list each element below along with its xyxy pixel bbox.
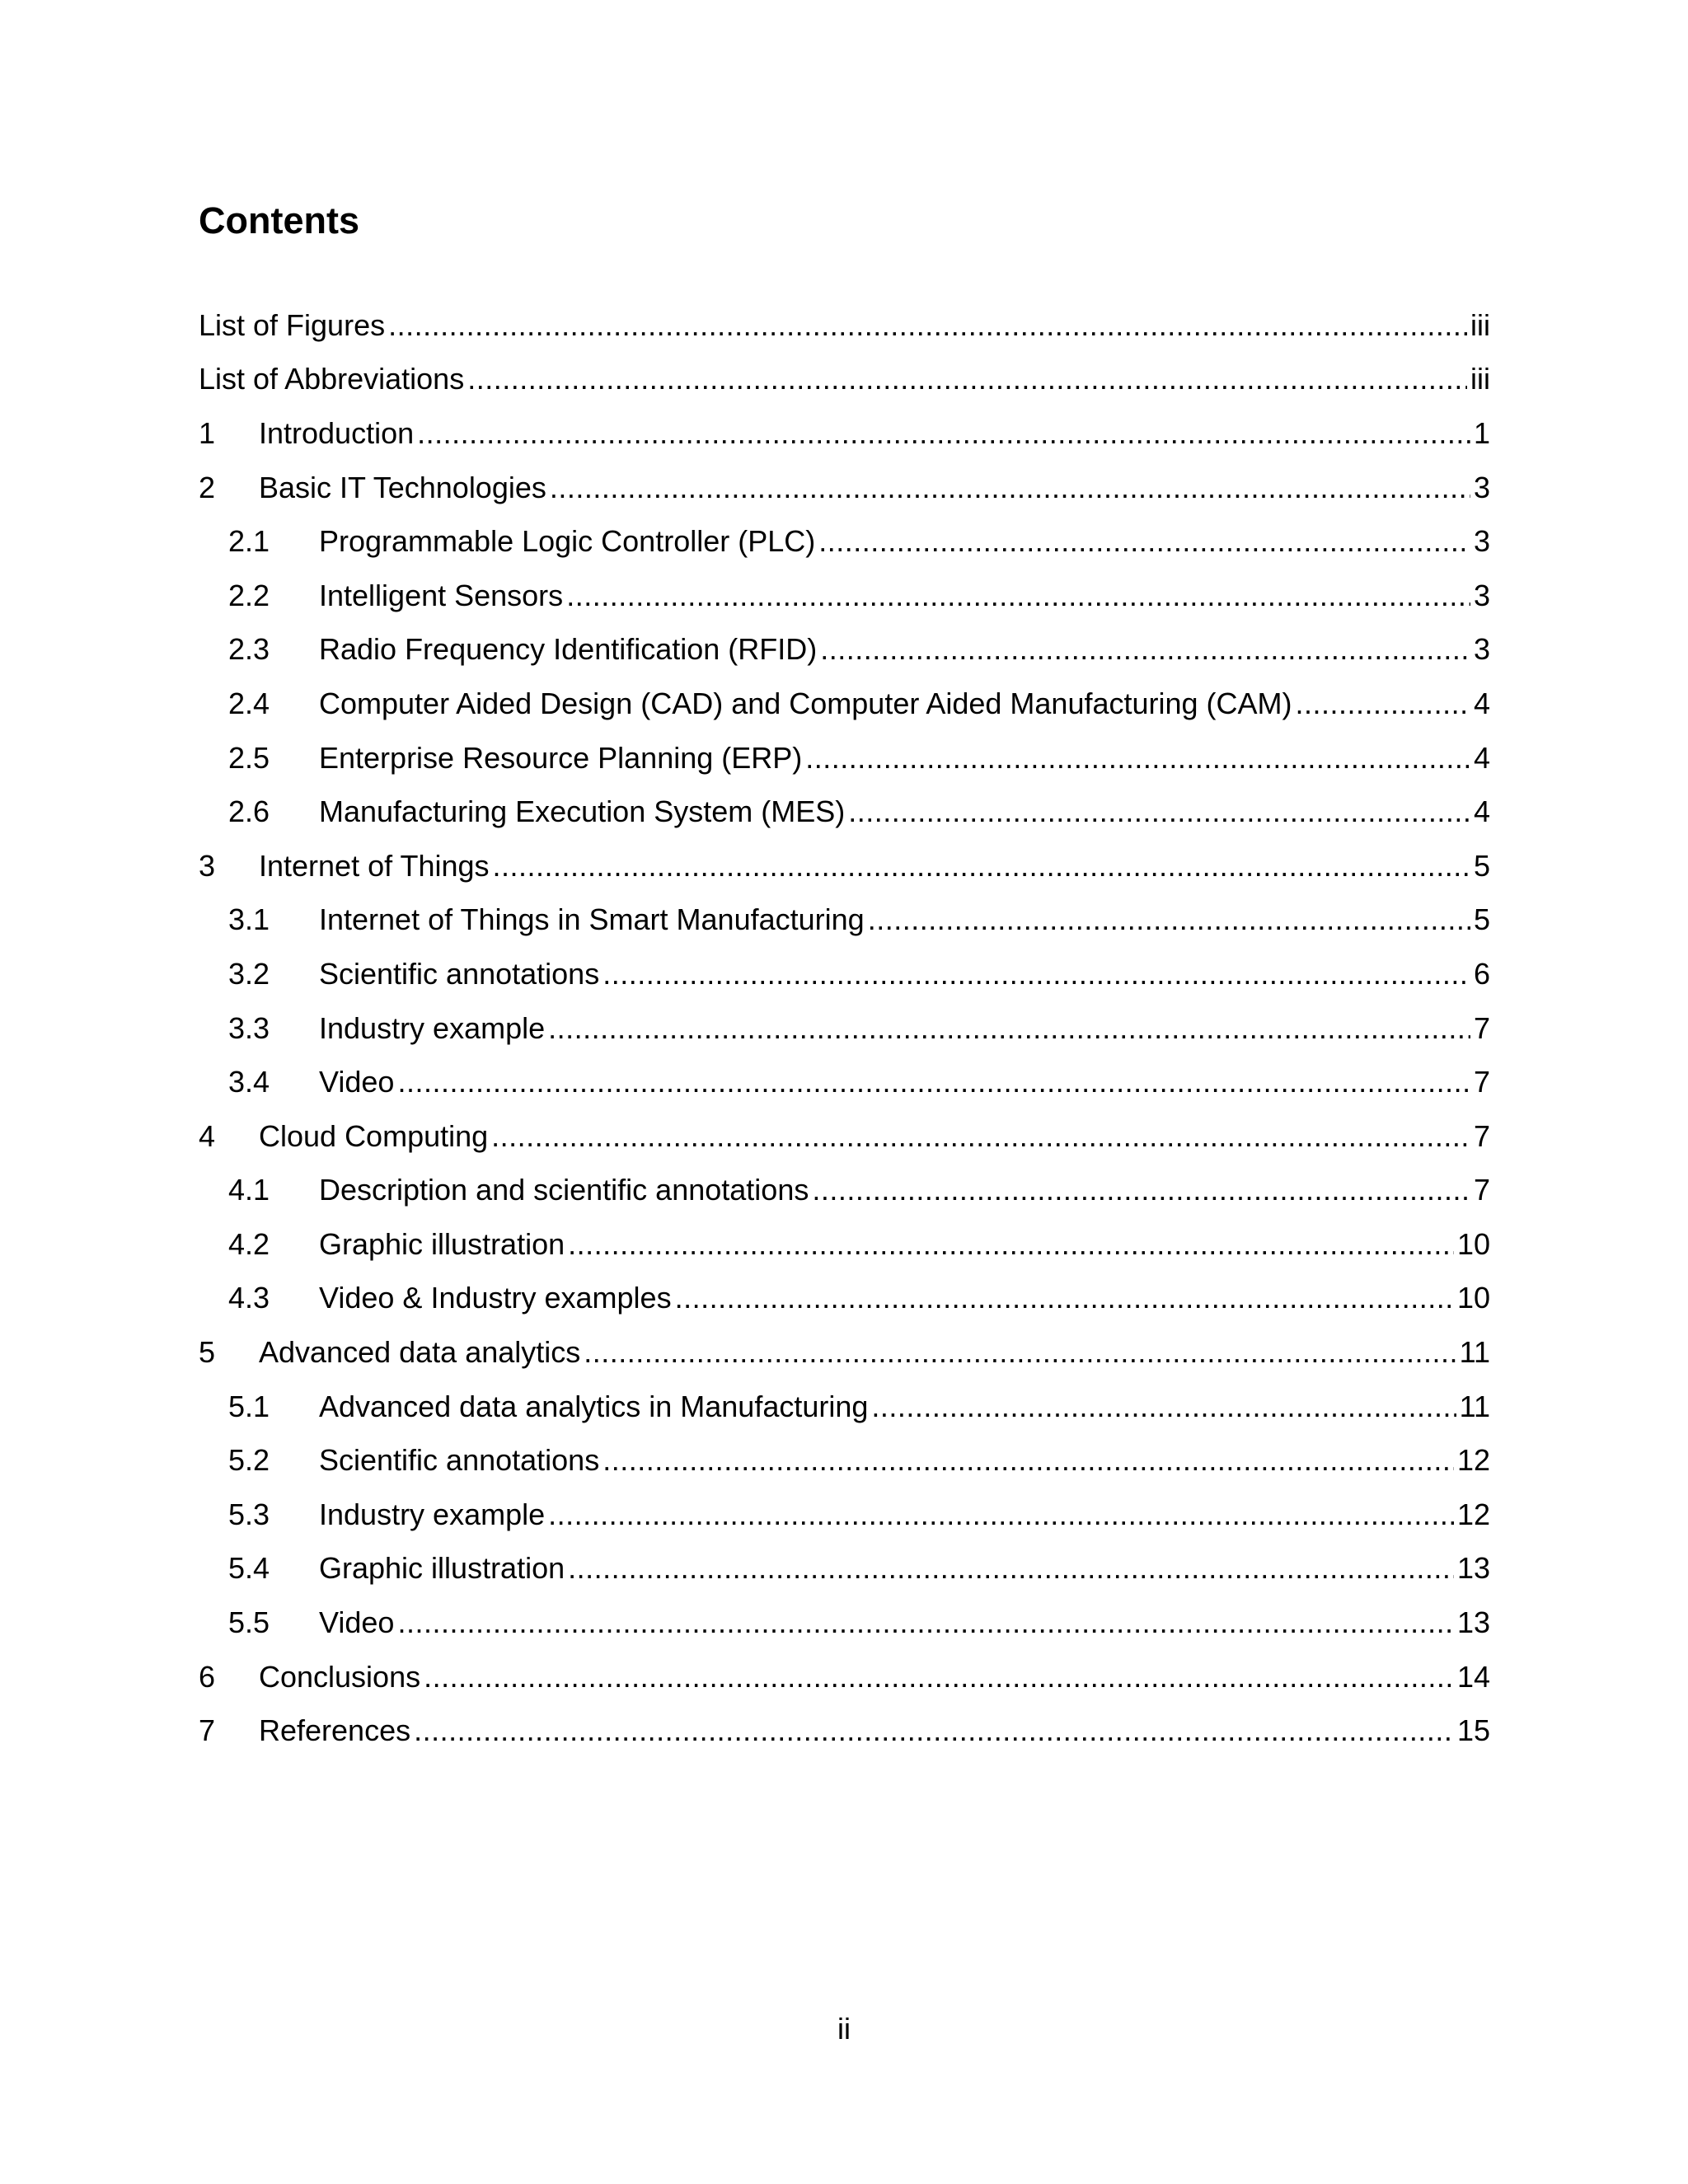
toc-entry-page: 13 <box>1456 1551 1490 1586</box>
toc-entry-number: 5.3 <box>228 1497 270 1531</box>
toc-entry-page: iii <box>1470 362 1490 396</box>
toc-entry-number: 5.1 <box>228 1389 270 1423</box>
toc-entry-title: Video <box>319 1065 395 1099</box>
toc-entry-title: Description and scientific annotations <box>319 1173 809 1207</box>
toc-entry-page: 11 <box>1459 1389 1490 1423</box>
toc-entry-title: List of Abbreviations <box>199 362 465 396</box>
toc-entry-title: Computer Aided Design (CAD) and Computer Aided Manufacturing (CAM) <box>319 686 1292 720</box>
toc-dot-leader <box>1296 686 1470 722</box>
toc-dot-leader <box>812 1172 1470 1208</box>
toc-entry-title: Basic IT Technologies <box>259 470 546 504</box>
toc-entry-number: 4 <box>199 1118 216 1153</box>
toc-entry[interactable] <box>199 839 1490 893</box>
toc-entry[interactable] <box>199 1217 1490 1272</box>
toc-dot-leader <box>388 307 1467 344</box>
toc-dot-leader <box>397 1605 1454 1641</box>
toc-entry-page: 10 <box>1456 1281 1490 1315</box>
toc-entry-page: 6 <box>1473 956 1490 991</box>
toc-entry-number: 4.2 <box>228 1226 270 1261</box>
toc-entry-number: 2.3 <box>228 632 270 667</box>
toc-entry[interactable] <box>199 947 1490 1001</box>
toc-entry-page: 3 <box>1473 470 1490 504</box>
toc-entry-number: 6 <box>199 1659 216 1694</box>
toc-entry-title: List of Figures <box>199 307 386 342</box>
toc-entry-title: Intelligent Sensors <box>319 578 564 612</box>
toc-entry-number: 5.2 <box>228 1443 270 1478</box>
toc-entry-page: 5 <box>1473 848 1490 883</box>
toc-entry-title: Advanced data analytics <box>259 1335 581 1370</box>
toc-dot-leader <box>550 470 1470 506</box>
toc-dot-leader <box>467 361 1467 397</box>
toc-dot-leader <box>417 415 1470 452</box>
toc-entry-page: 4 <box>1473 794 1490 829</box>
toc-dot-leader <box>603 956 1470 992</box>
toc-entry-title: Enterprise Resource Planning (ERP) <box>319 740 803 775</box>
toc-entry-title: Cloud Computing <box>259 1118 489 1153</box>
toc-entry-number: 5.5 <box>228 1605 270 1640</box>
toc-dot-leader <box>566 578 1470 614</box>
toc-entry-page: 12 <box>1456 1497 1490 1531</box>
toc-entry[interactable] <box>199 514 1490 569</box>
toc-entry-title: Graphic illustration <box>319 1226 565 1261</box>
toc-entry-number: 5 <box>199 1335 216 1370</box>
toc-dot-leader <box>818 523 1470 560</box>
toc-dot-leader <box>868 902 1470 938</box>
toc-entry-number: 2.4 <box>228 686 270 720</box>
toc-dot-leader <box>414 1713 1454 1749</box>
toc-entry[interactable] <box>199 1001 1490 1056</box>
page-number: ii <box>837 2012 851 2046</box>
toc-entry[interactable] <box>199 785 1490 839</box>
toc-entry-title: Conclusions <box>259 1659 421 1694</box>
toc-dot-leader <box>848 794 1470 830</box>
toc-entry-page: 7 <box>1473 1010 1490 1045</box>
page-title: Contents <box>199 199 359 241</box>
toc-entry-page: 14 <box>1456 1659 1490 1694</box>
toc-entry-page: 3 <box>1473 524 1490 559</box>
toc-entry-title: Programmable Logic Controller (PLC) <box>319 524 816 559</box>
toc-entry-number: 2.2 <box>228 578 270 612</box>
toc-dot-leader <box>397 1064 1470 1100</box>
toc-entry-number: 7 <box>199 1713 216 1748</box>
toc-entry-title: Industry example <box>319 1497 546 1531</box>
toc-entry[interactable] <box>199 731 1490 785</box>
toc-entry[interactable] <box>199 353 1490 407</box>
toc-dot-leader <box>568 1550 1454 1586</box>
toc-entry-title: Internet of Things in Smart Manufacturing <box>319 902 865 937</box>
toc-entry-title: References <box>259 1713 411 1748</box>
toc-entry[interactable] <box>199 1542 1490 1596</box>
toc-entry[interactable] <box>199 1164 1490 1218</box>
toc-entry[interactable] <box>199 406 1490 461</box>
toc-dot-leader <box>548 1010 1470 1047</box>
toc-entry[interactable] <box>199 461 1490 515</box>
toc-entry-page: 7 <box>1473 1118 1490 1153</box>
toc-entry[interactable] <box>199 1272 1490 1326</box>
toc-entry-number: 2 <box>199 470 216 504</box>
toc-entry-title: Manufacturing Execution System (MES) <box>319 794 846 829</box>
toc-entry-title: Scientific annotations <box>319 1443 600 1478</box>
toc-dot-leader <box>584 1334 1456 1371</box>
toc-entry-page: 15 <box>1456 1713 1490 1748</box>
toc-entry-page: 11 <box>1459 1335 1490 1370</box>
toc-entry[interactable] <box>199 1325 1490 1380</box>
toc-entry-title: Introduction <box>259 415 415 450</box>
toc-entry-page: 7 <box>1473 1173 1490 1207</box>
toc-dot-leader <box>603 1442 1454 1479</box>
toc-entry-title: Video & Industry examples <box>319 1281 672 1315</box>
toc-entry-page: 5 <box>1473 902 1490 937</box>
toc-entry-page: iii <box>1470 307 1490 342</box>
toc-entry-number: 1 <box>199 415 216 450</box>
toc-entry[interactable] <box>199 1488 1490 1542</box>
toc-entry-page: 13 <box>1456 1605 1490 1640</box>
toc-dot-leader <box>805 740 1470 776</box>
toc-entry-title: Radio Frequency Identification (RFID) <box>319 632 818 667</box>
toc-entry[interactable] <box>199 298 1490 353</box>
toc-entry-number: 3.1 <box>228 902 270 937</box>
toc-entry-page: 4 <box>1473 740 1490 775</box>
toc-entry-number: 4.3 <box>228 1281 270 1315</box>
toc-entry-number: 3.2 <box>228 956 270 991</box>
table-of-contents <box>199 298 1490 1758</box>
toc-entry-title: Industry example <box>319 1010 546 1045</box>
toc-entry-number: 2.1 <box>228 524 270 559</box>
toc-entry-number: 3 <box>199 848 216 883</box>
toc-entry[interactable] <box>199 569 1490 623</box>
toc-entry[interactable] <box>199 1433 1490 1488</box>
toc-dot-leader <box>493 848 1470 884</box>
toc-dot-leader <box>871 1389 1456 1425</box>
toc-entry-number: 2.5 <box>228 740 270 775</box>
toc-dot-leader <box>820 631 1470 668</box>
toc-entry-title: Video <box>319 1605 395 1640</box>
toc-entry[interactable] <box>199 677 1490 731</box>
toc-entry-number: 5.4 <box>228 1551 270 1586</box>
toc-entry[interactable] <box>199 1109 1490 1164</box>
toc-entry-number: 2.6 <box>228 794 270 829</box>
toc-dot-leader <box>491 1118 1470 1155</box>
toc-entry-title: Graphic illustration <box>319 1551 565 1586</box>
toc-entry[interactable] <box>199 1704 1490 1758</box>
toc-entry-page: 10 <box>1456 1226 1490 1261</box>
toc-entry-number: 3.4 <box>228 1065 270 1099</box>
toc-dot-leader <box>675 1280 1454 1316</box>
toc-entry-page: 7 <box>1473 1065 1490 1099</box>
toc-entry-page: 12 <box>1456 1443 1490 1478</box>
toc-entry-title: Internet of Things <box>259 848 490 883</box>
toc-entry[interactable] <box>199 623 1490 677</box>
toc-entry[interactable] <box>199 1596 1490 1650</box>
toc-entry-page: 4 <box>1473 686 1490 720</box>
toc-entry-page: 3 <box>1473 632 1490 667</box>
toc-dot-leader <box>568 1226 1454 1263</box>
toc-entry-title: Advanced data analytics in Manufacturing <box>319 1389 869 1423</box>
toc-entry[interactable] <box>199 1055 1490 1109</box>
toc-entry-page: 1 <box>1473 415 1490 450</box>
toc-entry-number: 4.1 <box>228 1173 270 1207</box>
toc-entry-number: 3.3 <box>228 1010 270 1045</box>
toc-entry[interactable] <box>199 893 1490 948</box>
toc-dot-leader <box>424 1659 1454 1695</box>
toc-entry-page: 3 <box>1473 578 1490 612</box>
toc-entry[interactable] <box>199 1650 1490 1704</box>
toc-entry[interactable] <box>199 1380 1490 1434</box>
toc-entry-title: Scientific annotations <box>319 956 600 991</box>
toc-dot-leader <box>548 1497 1454 1533</box>
